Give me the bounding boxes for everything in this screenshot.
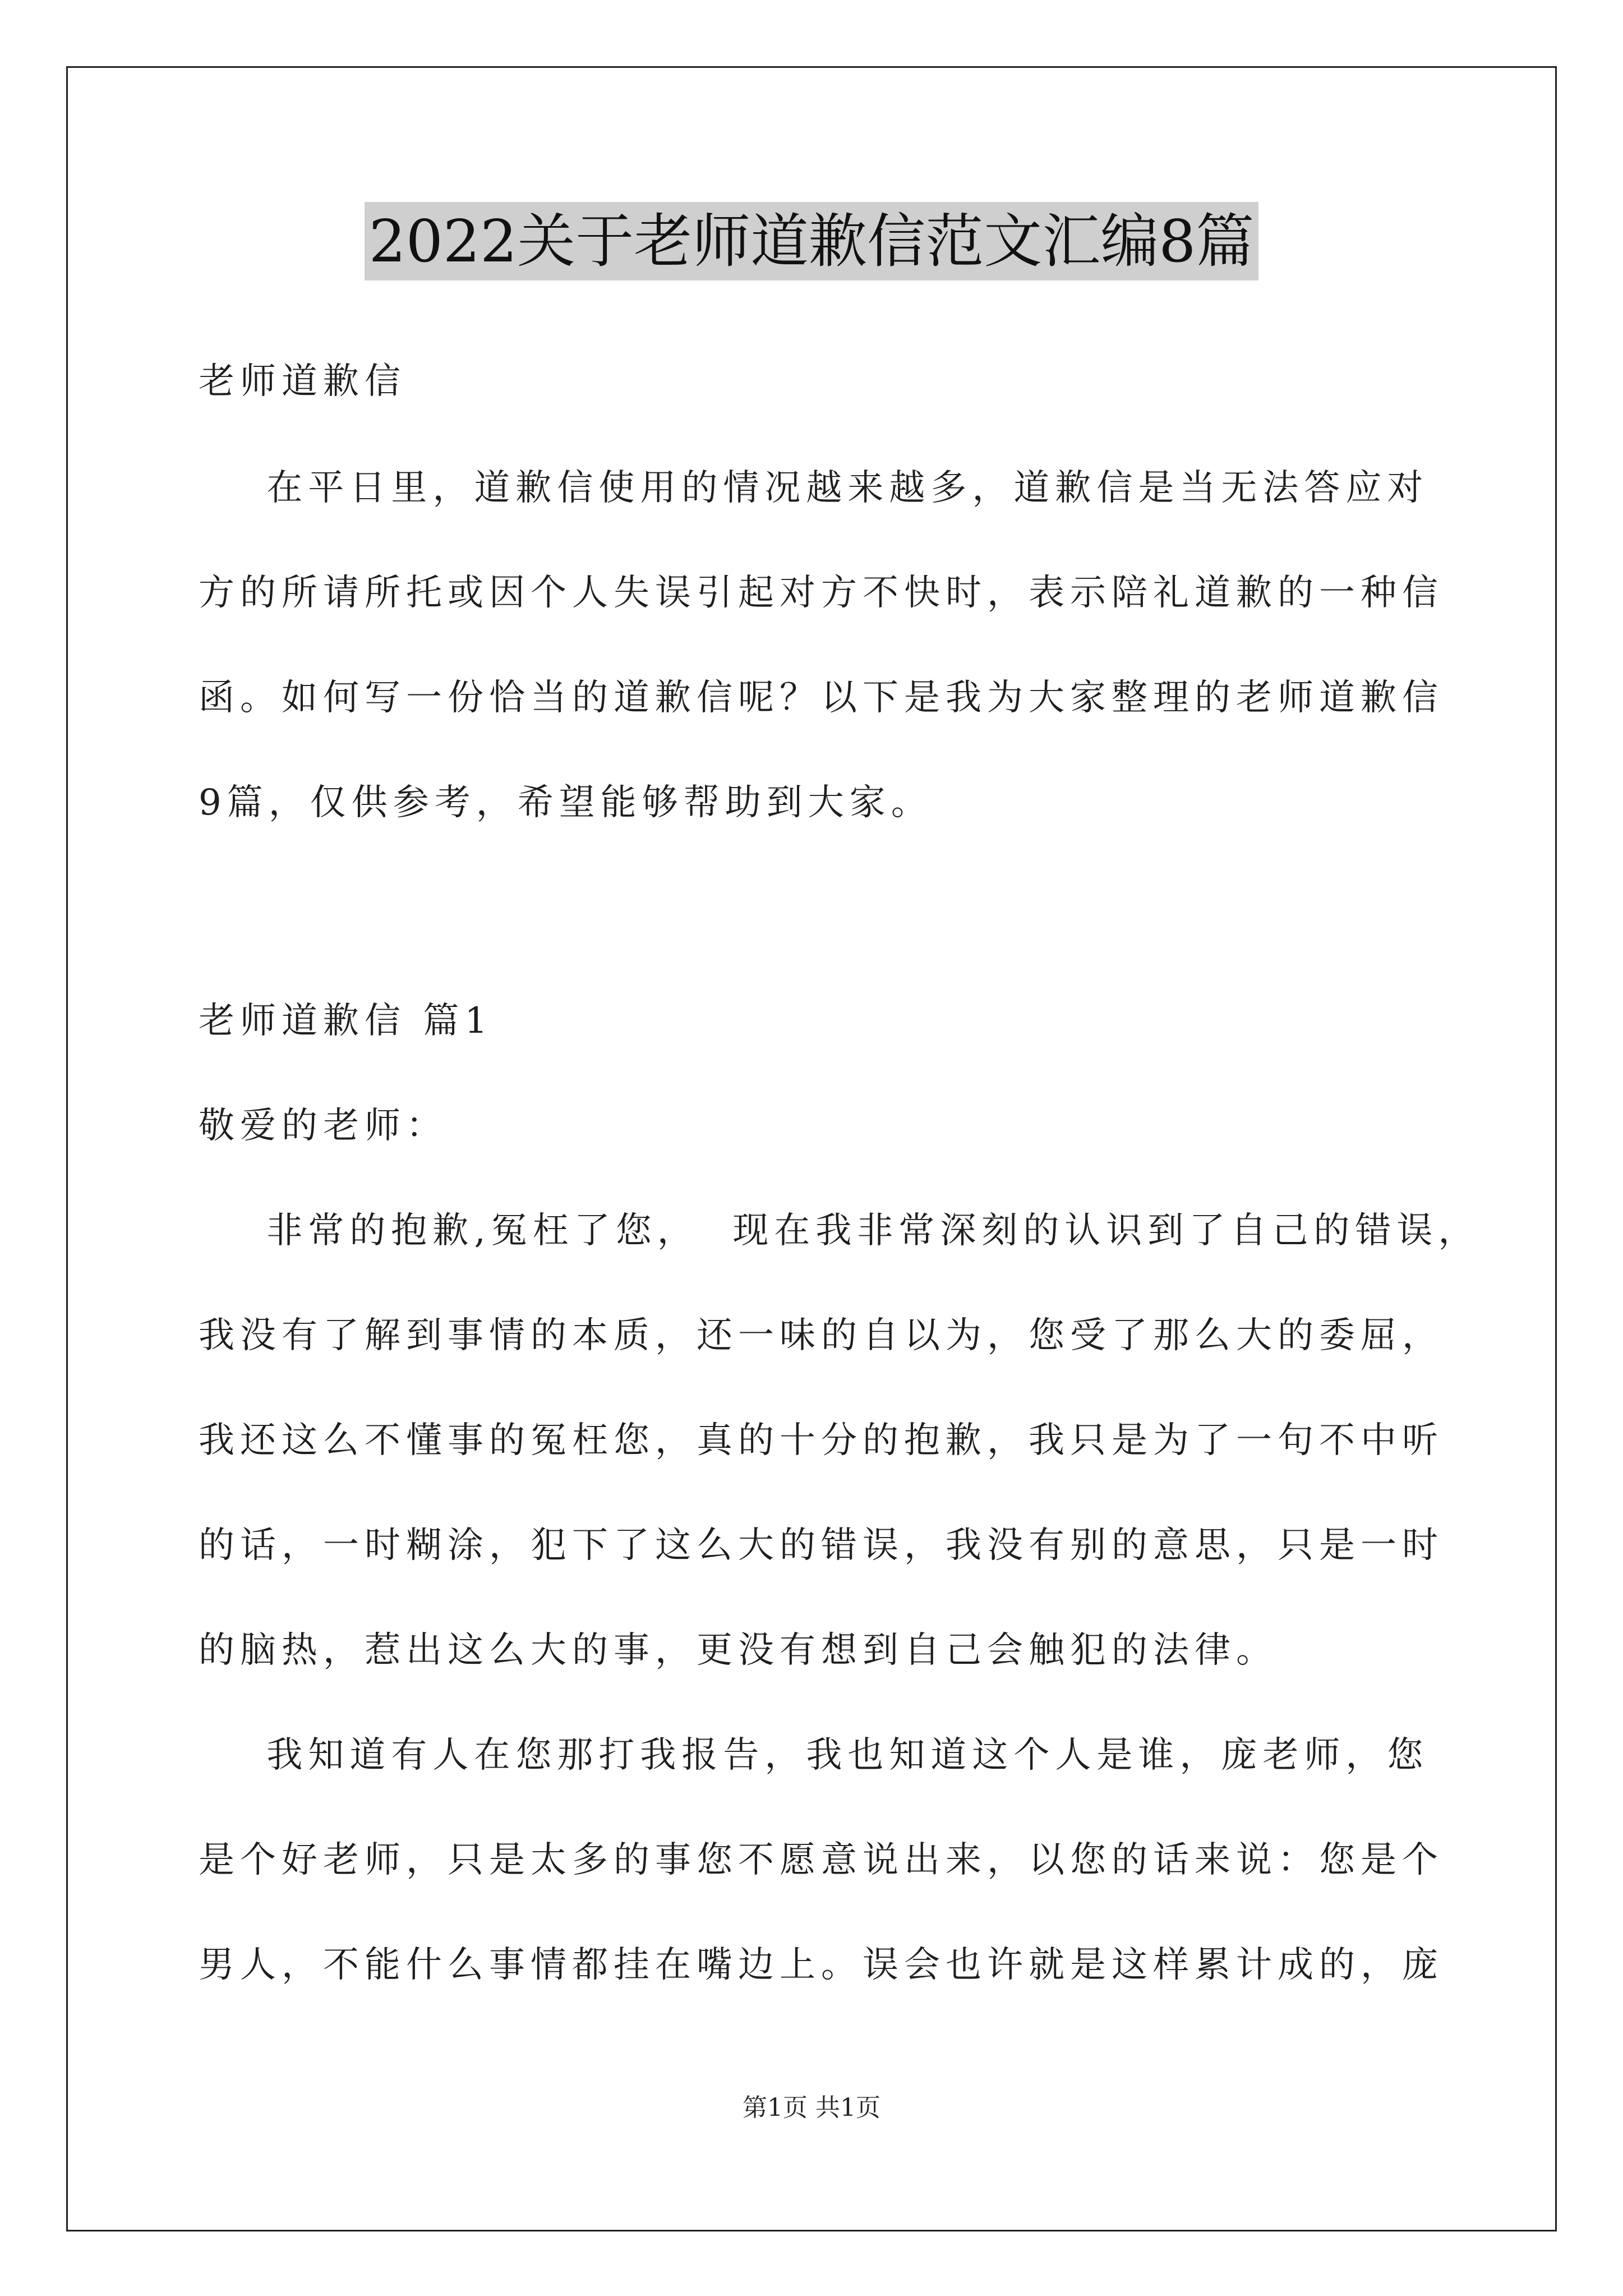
paragraph-line: 我没有了解到事情的本质，还一味的自以为，您受了那么大的委屈，: [199, 1315, 1444, 1356]
document-title: 2022关于老师道歉信范文汇编8篇: [365, 202, 1259, 280]
paragraph-line: 男人，不能什么事情都挂在嘴边上。误会也许就是这样累计成的，庞: [199, 1944, 1444, 1986]
page-footer: 第1页 共1页: [743, 2093, 880, 2122]
section-heading: 老师道歉信: [199, 361, 406, 402]
paragraph-line: 我还这么不懂事的冤枉您，真的十分的抱歉，我只是为了一句不中听: [199, 1420, 1444, 1461]
paragraph-line: 的脑热，惹出这么大的事，更没有想到自己会触犯的法律。: [199, 1630, 1278, 1671]
paragraph-line: 我知道有人在您那打我报告，我也知道这个人是谁，庞老师，您: [199, 1734, 1429, 1776]
salutation: 敬爱的老师：: [199, 1105, 448, 1147]
paragraph-line: 非常的抱歉,冤枉了您， 现在我非常深刻的认识到了自己的错误，: [199, 1210, 1480, 1251]
section-heading: 老师道歉信 篇1: [199, 1000, 494, 1042]
paragraph-line: 函。如何写一份恰当的道歉信呢？以下是我为大家整理的老师道歉信: [199, 677, 1444, 719]
paragraph-line: 在平日里，道歉信使用的情况越来越多，道歉信是当无法答应对: [199, 467, 1429, 509]
paragraph-line: 的话，一时糊涂，犯下了这么大的错误，我没有别的意思，只是一时: [199, 1525, 1444, 1566]
paragraph-line: 方的所请所托或因个人失误引起对方不快时，表示陪礼道歉的一种信: [199, 572, 1444, 614]
paragraph-line: 9篇，仅供参考，希望能够帮助到大家。: [199, 782, 933, 823]
paragraph-line: 是个好老师，只是太多的事您不愿意说出来，以您的话来说：您是个: [199, 1839, 1444, 1881]
title-container: [0, 202, 1623, 280]
